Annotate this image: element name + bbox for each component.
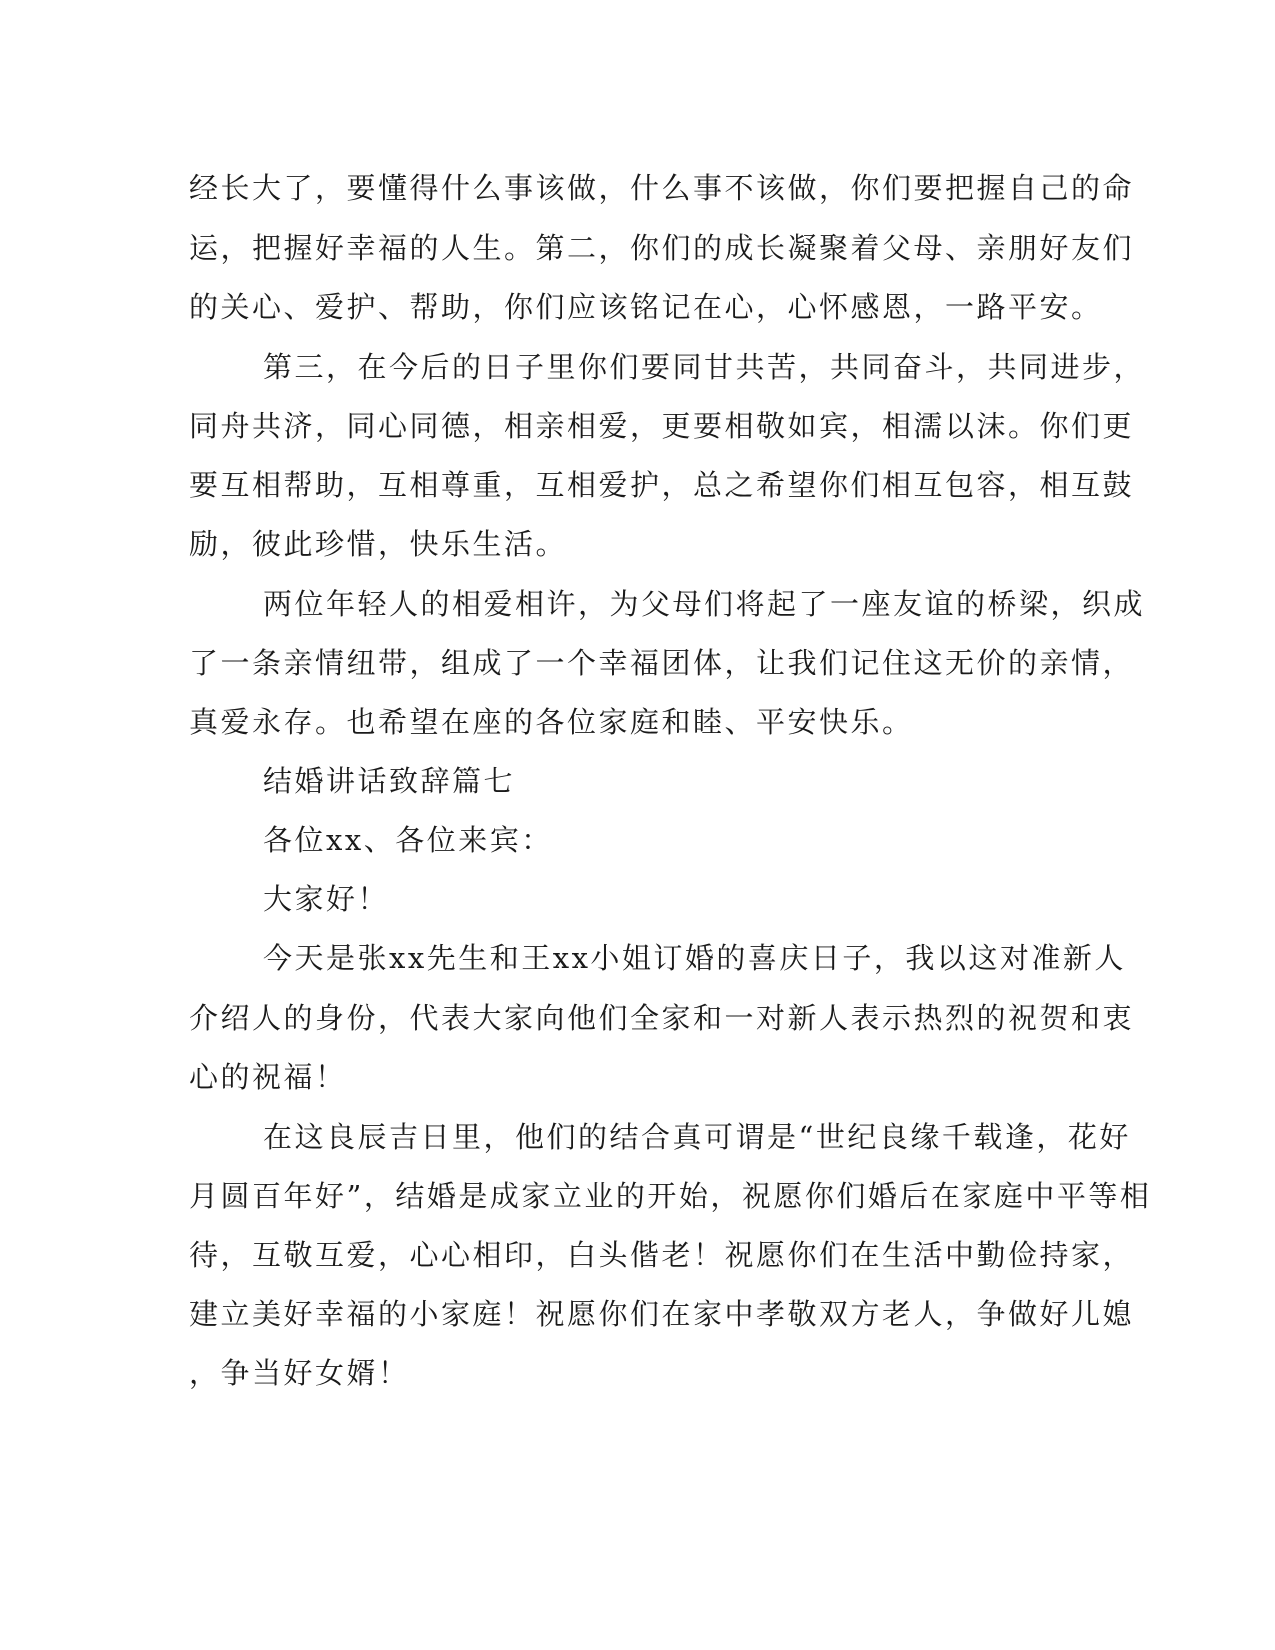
text-line: 今天是张xx先生和王xx小姐订婚的喜庆日子，我以这对准新人 xyxy=(263,941,1126,975)
text-line: 在这良辰吉日里，他们的结合真可谓是“世纪良缘千载逢，花好 xyxy=(263,1120,1131,1154)
text-line: 了一条亲情纽带，组成了一个幸福团体，让我们记住这无价的亲情， xyxy=(189,646,1135,680)
greeting: 大家好！ xyxy=(263,882,390,916)
text-line: 同舟共济，同心同德，相亲相爱，更要相敬如宾，相濡以沫。你们更 xyxy=(189,409,1135,443)
text-line: 的关心、爱护、帮助，你们应该铭记在心，心怀感恩，一路平安。 xyxy=(189,290,1103,324)
text-line: 要互相帮助，互相尊重，互相爱护，总之希望你们相互包容，相互鼓 xyxy=(189,468,1135,502)
text-line: 介绍人的身份，代表大家向他们全家和一对新人表示热烈的祝贺和衷 xyxy=(189,1001,1135,1035)
salutation: 各位xx、各位来宾： xyxy=(263,823,553,857)
text-line: 心的祝福！ xyxy=(189,1060,347,1094)
text-line: 运，把握好幸福的人生。第二，你们的成长凝聚着父母、亲朋好友们 xyxy=(189,231,1135,265)
section-heading: 结婚讲话致辞篇七 xyxy=(263,764,516,798)
text-line: 建立美好幸福的小家庭！祝愿你们在家中孝敬双方老人，争做好儿媳 xyxy=(189,1297,1135,1331)
text-line: ，争当好女婿！ xyxy=(189,1356,410,1390)
text-line: 月圆百年好”，结婚是成家立业的开始，祝愿你们婚后在家庭中平等相 xyxy=(189,1179,1152,1213)
text-line: 经长大了，要懂得什么事该做，什么事不该做，你们要把握自己的命 xyxy=(189,171,1135,205)
text-line: 真爱永存。也希望在座的各位家庭和睦、平安快乐。 xyxy=(189,705,914,739)
text-line: 励，彼此珍惜，快乐生活。 xyxy=(189,527,568,561)
text-line: 两位年轻人的相爱相许，为父母们将起了一座友谊的桥梁，织成 xyxy=(263,587,1146,621)
text-line: 待，互敬互爱，心心相印，白头偕老！祝愿你们在生活中勤俭持家， xyxy=(189,1238,1135,1272)
text-line: 第三，在今后的日子里你们要同甘共苦，共同奋斗，共同进步， xyxy=(263,350,1146,384)
